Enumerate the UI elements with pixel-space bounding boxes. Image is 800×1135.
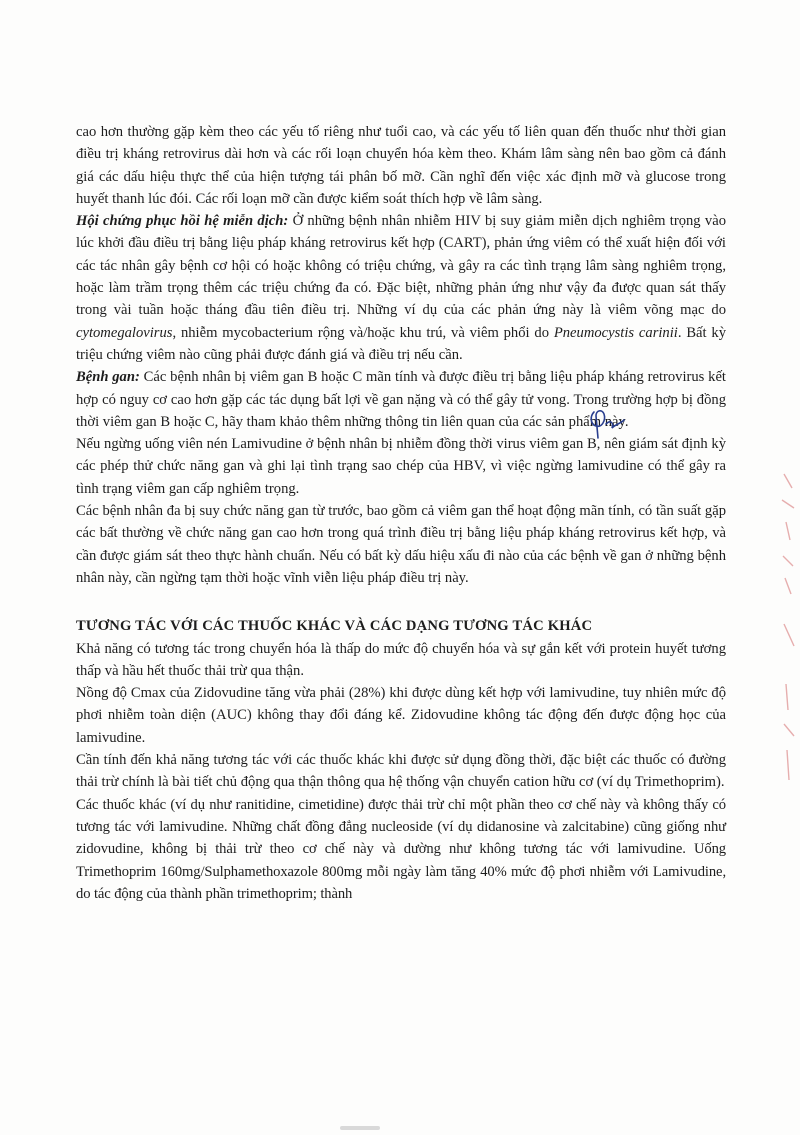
paragraph-text: Các bệnh nhân bị viêm gan B hoặc C mãn tính và được điều trị bằng liệu pháp kháng retrovirus kết hợp có nguy cơ cao hơn gặp các tác dụng bất lợi về gan nặng và có thể gây tử vong. Trong trường hợp bị đồng thời viêm gan B hoặc C, hãy tham khảo thêm những thông tin liên quan của các sản phẩm này. — [76, 369, 726, 430]
paragraph-lipid-disorders — [76, 121, 726, 210]
italic-term: Pneumocystis carinii — [553, 324, 678, 341]
paragraph-liver-disease — [76, 366, 726, 433]
section-heading-interactions: TƯƠNG TÁC VỚI CÁC THUỐC KHÁC VÀ CÁC DẠNG TƯƠNG TÁC KHÁC — [76, 618, 593, 635]
handwritten-initials-mark — [584, 406, 628, 440]
paragraph-pre-existing-liver — [76, 500, 726, 589]
paragraph-text: Cần tính đến khả năng tương tác với các thuốc khác khi được sử dụng đồng thời, đặc biệt các thuốc có đường thải trừ chính là bài tiết chủ động qua thận thông qua hệ thống vận chuyển cation hữu cơ (ví dụ Trimethoprim). — [76, 752, 726, 791]
paragraph-metabolic-interaction — [76, 638, 726, 683]
italic-term: cytomegalovirus — [76, 324, 173, 341]
paragraph-text: Các bệnh nhân đa bị suy chức năng gan từ trước, bao gồm cả viêm gan thể hoạt động mãn tính, có tần suất gặp các bất thường về chức năng gan cao hơn trong quá trình điều trị bằng liệu pháp kháng retrovirus kết hợp, và cần được giám sát theo thực hành chuẩn. Nếu có bất kỳ dấu hiệu xấu đi nào của các bệnh về gan ở những bệnh nhân này, cần ngừng tạm thời hoặc vĩnh viễn liệu pháp điều trị này. — [76, 503, 726, 586]
page-edge-mark — [340, 1126, 380, 1130]
paragraph-text: Nồng độ Cmax của Zidovudine tăng vừa phải (28%) khi được dùng kết hợp với lamivudine, tuy nhiên mức độ phơi nhiễm toàn diện (AUC) không thay đổi đáng kể. Zidovudine không tác động đến được động học của lamivudine. — [76, 685, 726, 746]
edge-stamp-mark — [778, 620, 800, 650]
edge-stamp-mark — [778, 680, 800, 790]
paragraph-zidovudine — [76, 682, 726, 749]
subheading-liver-disease: Bệnh gan: — [76, 369, 140, 386]
paragraph-text: Khả năng có tương tác trong chuyển hóa là thấp do mức độ chuyển hóa và sự gắn kết với protein huyết tương thấp và hầu hết thuốc thải trừ qua thận. — [76, 640, 726, 679]
paragraph-text: Ở những bệnh nhân nhiễm HIV bị suy giảm miễn dịch nghiêm trọng vào lúc khởi đầu điều trị bằng liệu pháp kháng retrovirus kết hợp (CART), phản ứng viêm có thể xuất hiện đối với các tác nhân gây bệnh cơ hội có hoặc không có triệu chứng, và gây ra các tình trạng lâm sàng nghiêm trọng, hoặc làm trầm trọng thêm các triệu chứng đa có. Đặc biệt, những phản ứng như vậy đa được quan sát thấy trong vài tuần hoặc tháng đầu tiên điều trị. Những ví dụ của các phản ứng này là viêm võng mạc do — [76, 213, 726, 319]
paragraph-other-drugs — [76, 794, 726, 905]
document-body — [76, 121, 726, 905]
paragraph-text: , nhiễm mycobacterium rộng và/hoặc khu trú, và viêm phổi do — [172, 324, 554, 341]
edge-stamp-mark — [778, 470, 800, 600]
paragraph-hbv-discontinuation — [76, 433, 726, 500]
paragraph-text: Nếu ngừng uống viên nén Lamivudine ở bệnh nhân bị nhiễm đồng thời virus viêm gan B, nên giám sát định kỳ các phép thử chức năng gan và ghi lại tình trạng sao chép của HBV, vì việc ngừng lamivudine có thể gây ra tình trạng viêm gan cấp nghiêm trọng. — [76, 436, 726, 497]
paragraph-immune-reconstitution — [76, 210, 726, 366]
subheading-immune-reconstitution: Hội chứng phục hồi hệ miễn dịch: — [76, 213, 289, 230]
paragraph-renal-excretion — [76, 749, 726, 794]
paragraph-text: . Bất kỳ triệu chứng viêm nào cũng phải được đánh giá và điều trị nếu cần. — [76, 324, 727, 363]
paragraph-text: cao hơn thường gặp kèm theo các yếu tố riêng như tuổi cao, và các yếu tố liên quan đến thuốc như thời gian điều trị kháng retrovirus dài hơn và các rối loạn chuyển hóa kèm theo. Khám lâm sàng nên bao gồm cả đánh giá các dấu hiệu thực thể của hiện tượng tái phân bố mỡ. Cần nghĩ đến việc xác định mỡ và glucose trong huyết thanh lúc đói. Các rối loạn mỡ cần được kiểm soát thích hợp về lâm sàng. — [76, 124, 726, 207]
paragraph-text: Các thuốc khác (ví dụ như ranitidine, cimetidine) được thải trừ chỉ một phần theo cơ chế này và không thấy có tương tác với lamivudine. Những chất đồng đẳng nucleoside (ví dụ didanosine và zalcitabine) cũng giống như zidovudine, không bị thải trừ theo cơ chế này và dường như không tương tác với lamivudine. Uống Trimethoprim 160mg/Sulphamethoxazole 800mg mỗi ngày làm tăng 40% mức độ phơi nhiễm với Lamivudine, do tác động của thành phần trimethoprim; thành — [76, 796, 726, 902]
